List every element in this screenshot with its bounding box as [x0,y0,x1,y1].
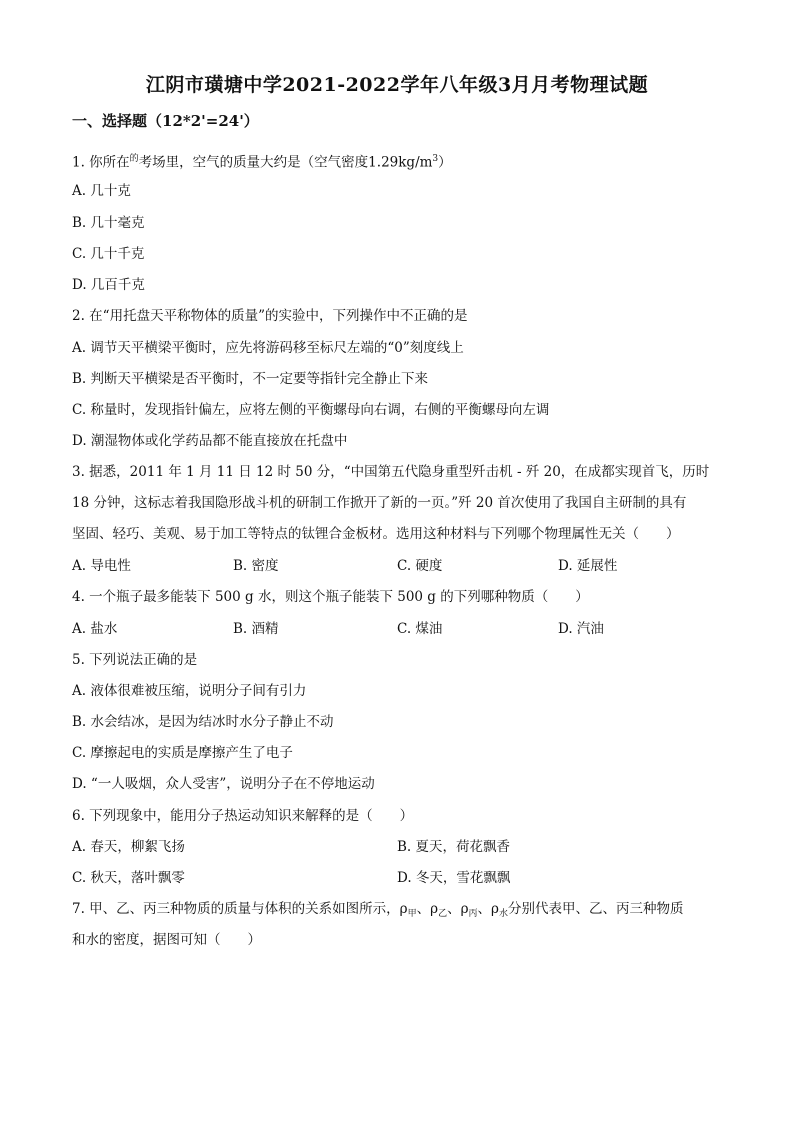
question-5-option-b: B. 水会结冰，是因为结冰时水分子静止不动 [72,714,334,730]
question-6-option-b: B. 夏天，荷花飘香 [397,839,511,855]
question-4-option-d: D. 汽油 [558,621,604,637]
question-2-option-d: D. 潮湿物体或化学药品都不能直接放在托盘中 [72,433,348,449]
question-1-option-d: D. 几百千克 [72,277,145,293]
question-3-option-c: C. 硬度 [397,558,443,574]
question-6-option-d: D. 冬天，雪花飘飘 [397,870,511,886]
question-5-option-a: A. 液体很难被压缩，说明分子间有引力 [72,683,307,699]
question-6-option-a: A. 春天，柳絮飞扬 [72,839,185,855]
question-2-option-b: B. 判断天平横梁是否平衡时，不一定要等指针完全静止下来 [72,371,429,387]
question-5-option-c: C. 摩擦起电的实质是摩擦产生了电子 [72,745,293,761]
question-3-option-a: A. 导电性 [72,558,131,574]
question-3-stem-line-1: 3. 据悉，2011 年 1 月 11 日 12 时 50 分，“中国第五代隐身重型歼击机 - 歼 20，在成都实现首飞，历时 [72,464,710,480]
question-4-option-b: B. 酒精 [233,621,279,637]
section-heading: 一、选择题（12*2'=24'） [72,112,259,130]
question-6-option-c: C. 秋天，落叶飘零 [72,870,185,886]
question-4-option-a: A. 盐水 [72,621,118,637]
question-2-option-c: C. 称量时，发现指针偏左，应将左侧的平衡螺母向右调，右侧的平衡螺母向左调 [72,402,550,418]
question-7-stem-line-2: 和水的密度，据图可知（ ） [72,932,261,948]
question-7-stem-line-1: 7. 甲、乙、丙三种物质的质量与体积的关系如图所示，$\rho_甲$、$\rho_乙$、$\rho_丙$、$\rho_水$分别代表甲、乙、丙三种物质 [72,901,684,919]
question-1-stem: 1. 你所在$^的$考场里，空气的质量大约是（空气密度$1.29kg/m^3$） [72,154,452,171]
question-3-stem-line-2: 18 分钟，这标志着我国隐形战斗机的研制工作掀开了新的一页。”歼 20 首次使用了我国自主研制的具有 [72,495,687,511]
page-title: 江阴市璜塘中学2021-2022学年八年级3月月考物理试题 [145,74,649,96]
question-4-option-c: C. 煤油 [397,621,443,637]
question-5-option-d: D. “一人吸烟，众人受害”，说明分子在不停地运动 [72,776,375,792]
question-5-stem: 5. 下列说法正确的是 [72,652,198,668]
question-3-stem-line-3: 坚固、轻巧、美观、易于加工等特点的钛锂合金板材。选用这种材料与下列哪个物理属性无关（ ） [72,526,680,542]
question-2-option-a: A. 调节天平横梁平衡时，应先将游码移至标尺左端的“0”刻度线上 [72,340,464,356]
question-1-option-a: A. 几十克 [72,183,131,199]
question-4-stem: 4. 一个瓶子最多能装下 500 g 水，则这个瓶子能装下 500 g 的下列哪种物质（ ） [72,589,589,605]
question-1-option-b: B. 几十毫克 [72,215,145,231]
question-1-option-c: C. 几十千克 [72,246,145,262]
question-2-stem: 2. 在“用托盘天平称物体的质量”的实验中，下列操作中不正确的是 [72,308,468,324]
question-3-option-d: D. 延展性 [558,558,618,574]
question-3-option-b: B. 密度 [233,558,279,574]
question-6-stem: 6. 下列现象中，能用分子热运动知识来解释的是（ ） [72,808,414,824]
